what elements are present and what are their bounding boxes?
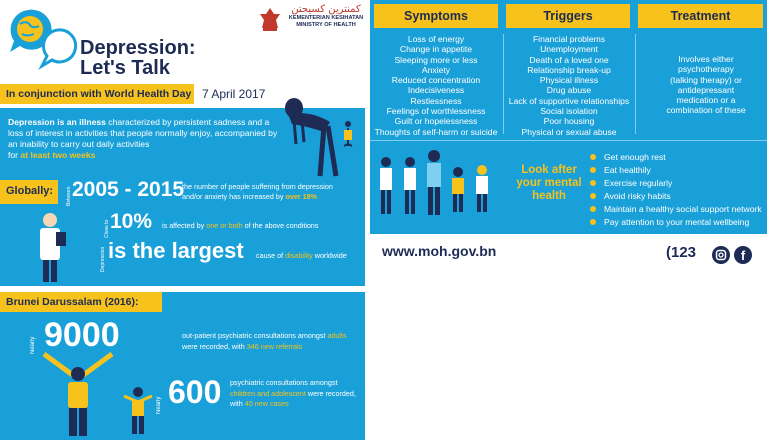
- list-item: Death of a loved one: [529, 54, 609, 65]
- nearly-label-1: Nearly: [30, 336, 36, 354]
- people-group-illustration: [376, 148, 496, 224]
- facebook-icon[interactable]: f: [734, 246, 752, 264]
- website-link[interactable]: www.moh.gov.bn: [382, 243, 497, 259]
- treatment-header: Treatment: [638, 4, 763, 28]
- list-item: Social isolation: [540, 106, 598, 117]
- world-health-day-banner: In conjunction with World Health Day 7 April 2017: [0, 84, 365, 104]
- percent-text: is affected by one or both of the above conditions: [162, 221, 319, 230]
- look-after-heading: Look after your mental health: [516, 164, 582, 202]
- symptoms-header: Symptoms: [374, 4, 498, 28]
- list-item: Eat healthily: [590, 163, 762, 176]
- lifting-person-illustration: [38, 352, 118, 438]
- speech-bubble-icon: [6, 6, 78, 72]
- left-panel: [0, 0, 365, 440]
- right-panel: [370, 0, 767, 270]
- list-item: Lack of supportive relationships: [508, 95, 630, 106]
- consultations-adults-stat: 9000: [44, 316, 120, 354]
- list-item: Change in appetite: [399, 44, 473, 55]
- list-item: Restlessness: [410, 95, 462, 106]
- list-item: Avoid risky habits: [590, 189, 762, 202]
- list-item: Anxiety: [421, 64, 451, 75]
- list-item: Maintain a healthy social support network: [590, 202, 762, 215]
- list-item: Physical illness: [539, 75, 599, 86]
- list-item: Reduced concentration: [391, 75, 481, 86]
- treatment-text: Involves either psychotherapy (talking therapy) or antidepressant medication or a combination of these: [666, 54, 746, 116]
- tips-list: [590, 150, 762, 228]
- list-item: Feelings of worthlessness: [386, 106, 486, 117]
- nearly-label-2: Nearly: [156, 396, 162, 414]
- list-item: Exercise regularly: [590, 176, 762, 189]
- list-item: Poor housing: [543, 116, 595, 127]
- depression-label: Depression: [100, 246, 106, 272]
- list-item: Physical or sexual abuse: [521, 126, 617, 137]
- children-text: psychiatric consultations amongst children and adolescent were recorded, with 40 new cases: [230, 378, 356, 408]
- triggers-list: [504, 34, 634, 137]
- list-item: Sleeping more or less: [394, 54, 478, 65]
- definition-text: Depression is an illness characterized by persistent sadness and a loss of interest in activities that people normally enjoy, accompanied by an inability to carry out daily activities for at least two weeks: [8, 117, 278, 160]
- event-date: 7 April 2017: [202, 87, 266, 101]
- list-item: Drug abuse: [546, 85, 592, 96]
- globally-label-box: Globally:: [0, 180, 58, 204]
- instagram-icon[interactable]: [712, 246, 730, 264]
- years-stat: 2005 - 2015: [72, 178, 185, 201]
- hotline-number[interactable]: (123: [666, 244, 697, 261]
- symptoms-list: [370, 34, 502, 137]
- list-item: Indecisiveness: [407, 85, 465, 96]
- list-item: Pay attention to your mental wellbeing: [590, 215, 762, 228]
- close-to-label: Close to: [104, 219, 110, 238]
- consultations-children-stat: 600: [168, 374, 222, 410]
- ministry-name: كمنترين كسيحتن KEMENTERIAN KESIHATAN MINISTRY OF HEALTH: [288, 4, 364, 28]
- list-item: Unemployment: [540, 44, 598, 55]
- doctor-illustration: [28, 210, 74, 284]
- brunei-label-box: Brunei Darussalam (2016):: [0, 292, 162, 312]
- list-item: Relationship break-up: [527, 64, 611, 75]
- list-item: Get enough rest: [590, 150, 762, 163]
- largest-stat: is the largest: [108, 238, 244, 263]
- page-title: Depression: Let's Talk: [80, 37, 196, 79]
- adults-text: out-patient psychiatric consultations amongst adults were recorded, with 346 new referrals: [182, 331, 347, 351]
- triggers-header: Triggers: [506, 4, 630, 28]
- sad-person-illustration: [280, 92, 360, 180]
- list-item: Loss of energy: [407, 34, 465, 44]
- percent-stat: 10%: [110, 210, 153, 233]
- phone-icon: (: [666, 244, 671, 261]
- child-illustration: [120, 386, 156, 436]
- list-item: Guilt or hopelessness: [394, 116, 478, 127]
- list-item: Thoughts of self-harm or suicide: [374, 126, 498, 137]
- list-item: Financial problems: [532, 34, 606, 44]
- ministry-crest-icon: [258, 6, 282, 32]
- between-label: Between: [66, 186, 72, 206]
- largest-text: cause of disability worldwide: [256, 251, 347, 260]
- years-text: the number of people suffering from depression and/or anxiety has increased by over 18%: [182, 182, 333, 201]
